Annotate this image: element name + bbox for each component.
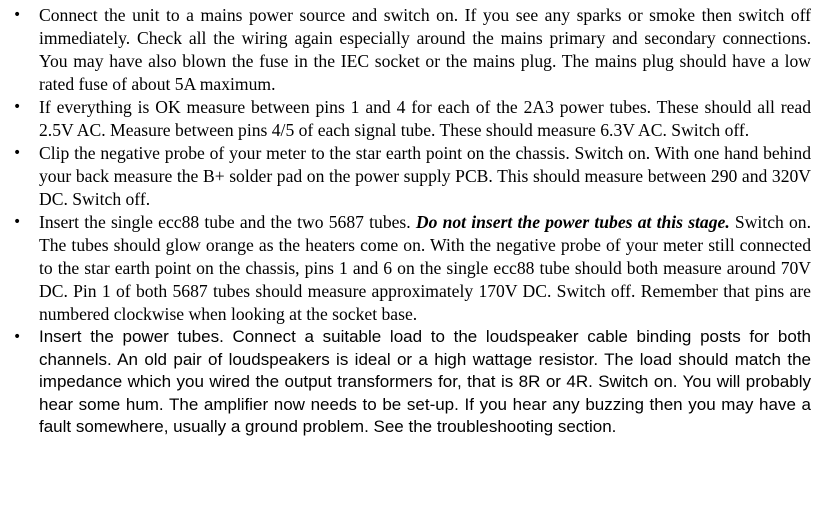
list-item-power-tubes: [0, 326, 811, 439]
list-item-bplus-measure: [0, 142, 811, 211]
list-item-heater-voltages: [0, 96, 811, 142]
text-segment: Insert the single ecc88 tube and the two 5687 tubes.: [39, 212, 416, 232]
bullet-icon: •: [13, 214, 22, 230]
list-item-text: Insert the power tubes. Connect a suitable load to the loudspeaker cable binding posts for both channels. An old pair of loudspeakers is ideal or a high wattage resistor. The load should match the impedance which you wired the output transformers for, that is 8R or 4R. Switch on. You will probably hear some hum. The amplifier now needs to be set-up. If you hear any buzzing then you may have a fault somewhere, usually a ground problem. See the troubleshooting section.: [39, 327, 811, 437]
list-item-signal-tubes: [0, 211, 811, 326]
list-item-power-on: [0, 4, 811, 96]
list-item-text: Clip the negative probe of your meter to the star earth point on the chassis. Switch on. With one hand behind your back measure the B+ solder pad on the power supply PCB. This should measure between 290 and 320V DC. Switch off.: [39, 143, 811, 209]
bullet-icon: •: [13, 99, 22, 115]
list-item-text: [39, 212, 811, 324]
bullet-icon: •: [13, 7, 22, 23]
list-item-text: Connect the unit to a mains power source and switch on. If you see any sparks or smoke then switch off immediately. Check all the wiring again especially around the mains primary and secondary connections. You may have also blown the fuse in the IEC socket or the mains plug. The mains plug should have a low rated fuse of about 5A maximum.: [39, 5, 811, 94]
list-item-text: If everything is OK measure between pins 1 and 4 for each of the 2A3 power tubes. These should all read 2.5V AC. Measure between pins 4/5 of each signal tube. These should measure 6.3V AC. Switch off.: [39, 97, 811, 140]
text-segment: Switch on. The tubes should glow orange as the heaters come on. With the negative probe of your meter still connected to the star earth point on the chassis, pins 1 and 6 on the single ecc88 tube should both measure around 70V DC. Pin 1 of both 5687 tubes should measure approximately 170V DC. Switch off. Remember that pins are numbered clockwise when looking at the socket base.: [39, 212, 811, 324]
bullet-icon: •: [13, 145, 22, 161]
warning-emphasis: Do not insert the power tubes at this stage.: [415, 212, 730, 232]
bullet-icon: •: [13, 329, 22, 345]
